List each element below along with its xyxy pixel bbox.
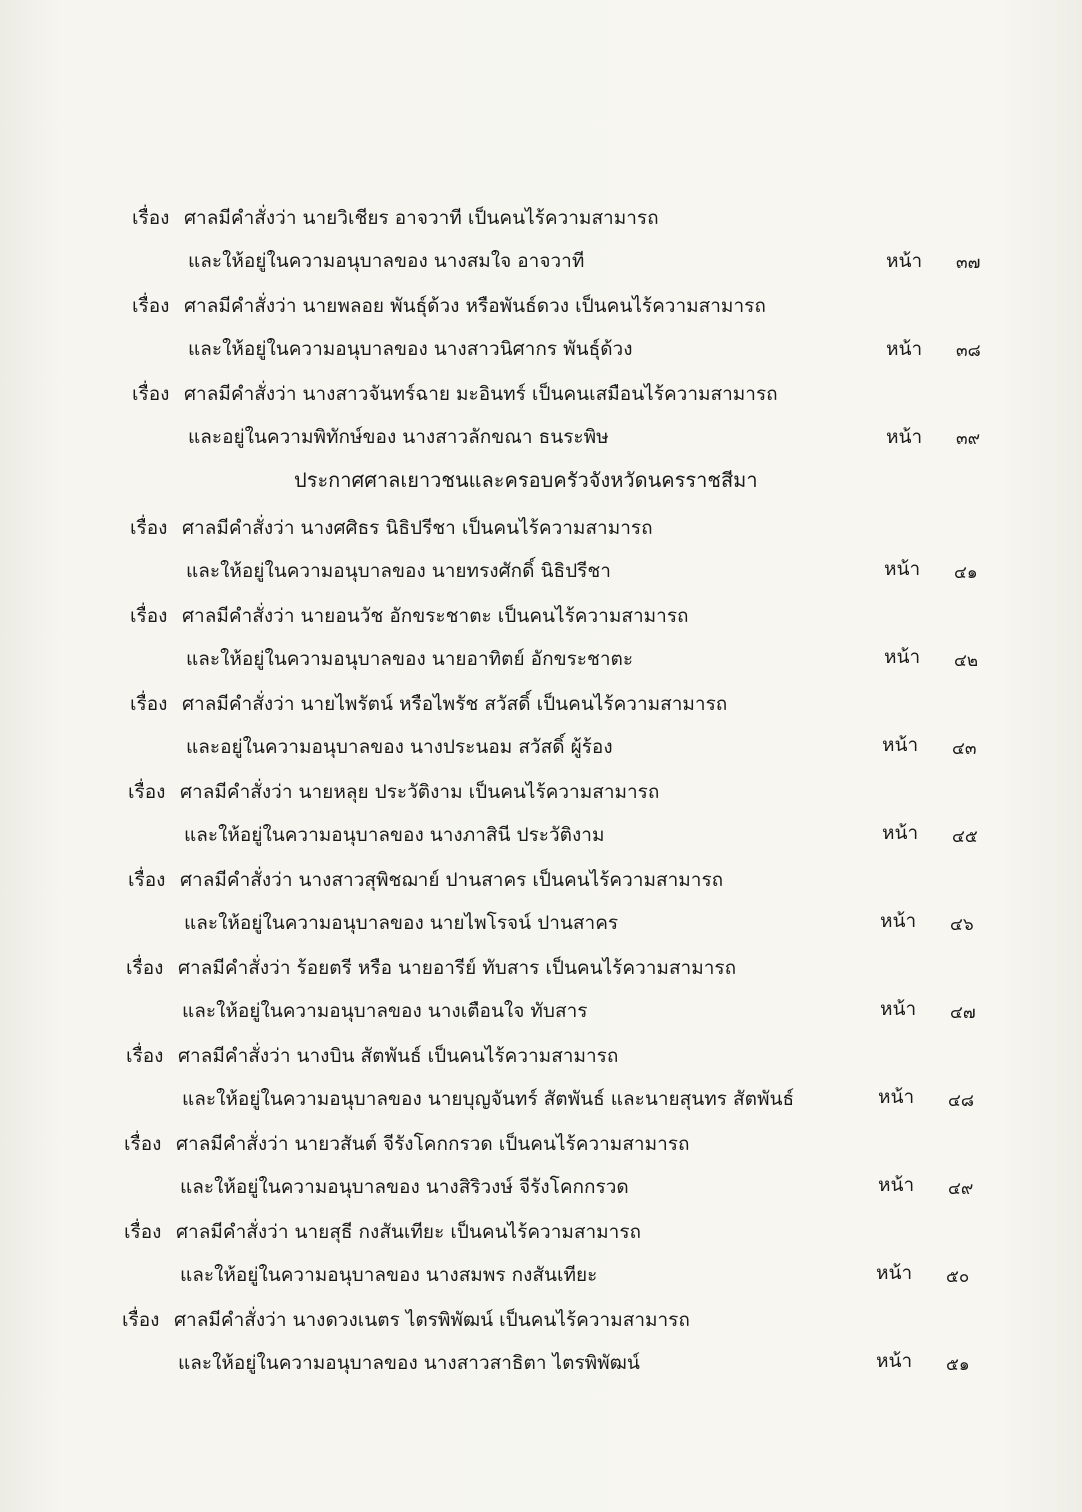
section-heading: ประกาศศาลเยาวชนและครอบครัวจังหวัดนครราชสีมา — [294, 468, 758, 492]
entry-title: ศาลมีคำสั่งว่า นางสาวสุพิชฌาย์ ปานสาคร เป็นคนไร้ความสามารถ — [180, 869, 724, 891]
page-label: หน้า — [880, 998, 917, 1020]
page-number: ๔๘ — [948, 1091, 974, 1111]
page-number: ๓๘ — [956, 341, 981, 361]
page-number: ๓๗ — [956, 253, 981, 273]
entry-line1 — [126, 1043, 618, 1069]
entry-keyword: เรื่อง — [130, 605, 168, 627]
entry-title: ศาลมีคำสั่งว่า นายวสันต์ จีรังโคกกรวด เป็นคนไร้ความสามารถ — [176, 1133, 690, 1155]
entry-line1 — [126, 955, 736, 981]
entry-line1 — [124, 1219, 641, 1245]
entry-keyword: เรื่อง — [132, 295, 170, 317]
entry-line2: และให้อยู่ในความอนุบาลของ นางภาสินี ประวัติงาม — [184, 824, 605, 846]
entry-title: ศาลมีคำสั่งว่า ร้อยตรี หรือ นายอารีย์ ทับสาร เป็นคนไร้ความสามารถ — [178, 957, 737, 979]
page-label: หน้า — [876, 1262, 913, 1284]
page-number: ๔๙ — [948, 1179, 974, 1199]
entry-line1 — [132, 293, 766, 319]
entry-title: ศาลมีคำสั่งว่า นางศศิธร นิธิปรีชา เป็นคนไร้ความสามารถ — [182, 517, 653, 539]
page-label: หน้า — [876, 1350, 913, 1372]
entry-line2: และอยู่ในความอนุบาลของ นางประนอม สวัสดิ์ ผู้ร้อง — [186, 736, 613, 758]
entry-line2: และให้อยู่ในความอนุบาลของ นางสาวสาธิตา ไตรพิพัฒน์ — [178, 1352, 640, 1374]
entry-title: ศาลมีคำสั่งว่า นางดวงเนตร ไตรพิพัฒน์ เป็นคนไร้ความสามารถ — [174, 1309, 690, 1331]
entry-keyword: เรื่อง — [126, 957, 164, 979]
page-number: ๔๗ — [950, 1003, 976, 1023]
page-label: หน้า — [882, 734, 919, 756]
entry-keyword: เรื่อง — [124, 1221, 162, 1243]
page-number: ๓๙ — [956, 429, 981, 449]
entry-title: ศาลมีคำสั่งว่า นายวิเชียร อาจวาที เป็นคนไร้ความสามารถ — [184, 207, 659, 229]
entry-keyword: เรื่อง — [122, 1309, 160, 1331]
page-label: หน้า — [886, 250, 923, 272]
page-label: หน้า — [884, 558, 921, 580]
entry-line1 — [122, 1307, 690, 1333]
entry-title: ศาลมีคำสั่งว่า นายสุธี กงสันเทียะ เป็นคนไร้ความสามารถ — [176, 1221, 642, 1243]
page-number: ๔๖ — [950, 915, 974, 935]
entry-line1 — [128, 867, 723, 893]
page-number: ๔๓ — [952, 739, 977, 759]
page-number: ๔๕ — [952, 827, 978, 847]
page-label: หน้า — [880, 910, 917, 932]
page-label: หน้า — [878, 1174, 915, 1196]
entry-title: ศาลมีคำสั่งว่า นายอนวัช อักขระชาตะ เป็นคนไร้ความสามารถ — [182, 605, 689, 627]
page-number: ๕๑ — [946, 1355, 970, 1375]
entry-title: ศาลมีคำสั่งว่า นายพลอย พันธุ์ด้วง หรือพันธ์ดวง เป็นคนไร้ความสามารถ — [184, 295, 766, 317]
entry-keyword: เรื่อง — [132, 207, 170, 229]
entry-line1 — [130, 691, 727, 717]
entry-title: ศาลมีคำสั่งว่า นายหลุย ประวัติงาม เป็นคนไร้ความสามารถ — [180, 781, 660, 803]
entry-keyword: เรื่อง — [128, 869, 166, 891]
entry-keyword: เรื่อง — [132, 383, 170, 405]
entry-keyword: เรื่อง — [130, 517, 168, 539]
entry-title: ศาลมีคำสั่งว่า นางสาวจันทร์ฉาย มะอินทร์ เป็นคนเสมือนไร้ความสามารถ — [184, 383, 778, 405]
entry-keyword: เรื่อง — [124, 1133, 162, 1155]
entry-keyword: เรื่อง — [128, 781, 166, 803]
entry-line1 — [130, 515, 653, 541]
entry-line2: และให้อยู่ในความอนุบาลของ นายบุญจันทร์ สัตพันธ์ และนายสุนทร สัตพันธ์ — [182, 1088, 795, 1110]
entry-line2: และให้อยู่ในความอนุบาลของ นางสาวนิศากร พันธุ์ด้วง — [188, 338, 633, 360]
entry-line2: และให้อยู่ในความอนุบาลของ นายทรงศักดิ์ นิธิปรีชา — [186, 560, 611, 582]
page-label: หน้า — [882, 822, 919, 844]
page-number: ๕๐ — [946, 1267, 970, 1287]
entry-line1 — [124, 1131, 689, 1157]
entry-line2: และให้อยู่ในความอนุบาลของ นางสมใจ อาจวาที — [188, 250, 585, 272]
entry-line2: และให้อยู่ในความอนุบาลของ นางสมพร กงสันเทียะ — [180, 1264, 598, 1286]
entry-keyword: เรื่อง — [130, 693, 168, 715]
entry-line1 — [130, 603, 689, 629]
page-label: หน้า — [886, 338, 923, 360]
entry-keyword: เรื่อง — [126, 1045, 164, 1067]
entry-line2: และให้อยู่ในความอนุบาลของ นายไพโรจน์ ปานสาคร — [184, 912, 619, 934]
page-number: ๔๑ — [954, 563, 978, 583]
page-number: ๔๒ — [954, 651, 979, 671]
entry-title: ศาลมีคำสั่งว่า นางบิน สัตพันธ์ เป็นคนไร้ความสามารถ — [178, 1045, 619, 1067]
entry-line2: และให้อยู่ในความอนุบาลของ นางเตือนใจ ทับสาร — [182, 1000, 588, 1022]
entry-line1 — [132, 205, 659, 231]
page-label: หน้า — [884, 646, 921, 668]
entry-line2: และให้อยู่ในความอนุบาลของ นายอาทิตย์ อักขระชาตะ — [186, 648, 634, 670]
entry-line2: และให้อยู่ในความอนุบาลของ นางสิริวงษ์ จีรังโคกกรวด — [180, 1176, 629, 1198]
entry-title: ศาลมีคำสั่งว่า นายไพรัตน์ หรือไพรัช สวัสดิ์ เป็นคนไร้ความสามารถ — [182, 693, 728, 715]
entry-line1 — [132, 381, 778, 407]
page-label: หน้า — [878, 1086, 915, 1108]
entry-line2: และอยู่ในความพิทักษ์ของ นางสาวลักขณา ธนระพิษ — [188, 426, 609, 448]
page-label: หน้า — [886, 426, 923, 448]
entry-line1 — [128, 779, 659, 805]
